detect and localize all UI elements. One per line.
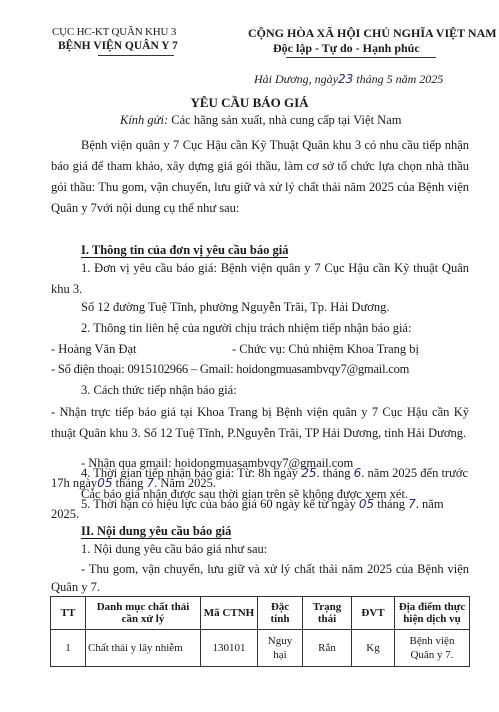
section-1-item-3: 3. Cách thức tiếp nhận báo giá: bbox=[81, 383, 237, 397]
salutation-label: Kính gửi: bbox=[120, 113, 169, 127]
col-waste-category: Danh mục chất thải cần xử lý bbox=[86, 597, 201, 630]
item4-text-c: năm 2025 đến trước bbox=[367, 466, 469, 480]
section-2-heading-text: II. Nội dung yêu cầu báo giá bbox=[81, 524, 232, 538]
org-underline bbox=[98, 55, 174, 56]
item5-year: 2025. bbox=[51, 507, 80, 521]
section-1-item-5: 5. Thời hạn có hiệu lực của báo giá 60 ngày kể từ ngày 05 tháng 7. năm bbox=[81, 497, 444, 511]
section-1-item-1: 1. Đơn vị yêu cầu báo giá: Bệnh viện quân y 7 Cục Hậu cần Kỹ thuật Quân khu 3. bbox=[51, 261, 469, 296]
contact-position: - Chức vụ: Chủ nhiệm Khoa Trang bị bbox=[232, 342, 419, 356]
intro-paragraph: Bệnh viện quân y 7 Cục Hậu cần Kỹ Thuật Quân khu 3 có nhu cầu tiếp nhận báo giá để tham khảo, xây dựng giá gói thầu, làm cơ sở tổ chức lựa chọn nhà thầu gói thầu: Thu gom, vận chuyển, lưu giữ và xử lý chất thải năm 2025 của Bệnh viện Quân y 7với nội dung cụ thể như sau: bbox=[51, 138, 469, 215]
document-title: YÊU CẦU BÁO GIÁ bbox=[190, 95, 309, 110]
org-name: BỆNH VIỆN QUÂN Y 7 bbox=[58, 40, 178, 52]
col-location: Địa điểm thực hiện dịch vụ bbox=[395, 597, 470, 630]
salutation bbox=[120, 113, 401, 128]
contact-phone-email: - Số điện thoại: 0915102966 – Gmail: hoidongmuasambvqy7@gmail.com bbox=[51, 362, 410, 376]
item5-text-b: tháng bbox=[377, 497, 406, 511]
year-label: năm 2025 bbox=[395, 72, 444, 86]
section-1-item-2: 2. Thông tin liên hệ của người chịu trách nhiệm tiếp nhận báo giá: bbox=[81, 321, 412, 335]
item4-text-d: 17h ngày bbox=[51, 476, 98, 490]
date-day: 23 bbox=[337, 72, 354, 86]
email-submission: - Nhận qua gmail: hoidongmuasambvqy7@gmail.com bbox=[81, 456, 354, 470]
item4-text-f: . Năm 2025. bbox=[154, 476, 216, 490]
org-parent: CỤC HC-KT QUÂN KHU 3 bbox=[52, 26, 177, 38]
place-date bbox=[254, 72, 443, 87]
section-2-heading bbox=[81, 524, 231, 539]
item4-text-a: 4. Thời gian tiếp nhận báo giá: Từ: 8h ngày bbox=[81, 466, 299, 480]
cell-property: Nguy hại bbox=[258, 630, 303, 667]
item5-day: 05 bbox=[358, 497, 375, 511]
motto: Độc lập - Tự do - Hạnh phúc bbox=[273, 41, 420, 55]
col-unit: ĐVT bbox=[352, 597, 395, 630]
late-note: Các báo giá nhận được sau thời gian trên sẽ không được xem xét. bbox=[81, 487, 409, 501]
col-tt: TT bbox=[51, 597, 86, 630]
month-label: tháng bbox=[356, 72, 384, 86]
direct-submission: - Nhận trực tiếp báo giá tại Khoa Trang bị Bệnh viện quân y 7 Cục Hậu cần Kỹ thuật Quân khu 3. Số 12 Tuệ Tĩnh, P.Nguyễn Trãi, TP Hải Dương, tỉnh Hải Dương. bbox=[51, 405, 469, 440]
cell-code: 130101 bbox=[201, 630, 258, 667]
item4-text-e: tháng bbox=[115, 476, 144, 490]
contact-name: - Hoàng Văn Đạt bbox=[51, 342, 137, 356]
cell-state: Rắn bbox=[303, 630, 352, 667]
item5-text-a: 5. Thời hạn có hiệu lực của báo giá 60 ngày kể từ ngày bbox=[81, 497, 356, 511]
item4-month2: 7 bbox=[146, 476, 155, 490]
col-state: Trạng thái bbox=[303, 597, 352, 630]
cell-unit: Kg bbox=[352, 630, 395, 667]
col-code: Mã CTNH bbox=[201, 597, 258, 630]
table-header-row bbox=[51, 597, 470, 630]
section-1-address: Số 12 đường Tuệ Tĩnh, phường Nguyễn Trãi, Tp. Hải Dương. bbox=[81, 300, 390, 314]
date-month: 5 bbox=[386, 72, 393, 86]
cell-waste-category: Chất thải y lây nhiễm bbox=[86, 630, 201, 667]
table-row bbox=[51, 630, 470, 667]
item5-month: 7 bbox=[408, 497, 416, 511]
salutation-recipient: Các hãng sản xuất, nhà cung cấp tại Việt Nam bbox=[171, 113, 402, 127]
section-2-scope: - Thu gom, vận chuyển, lưu giữ và xử lý chất thải năm 2025 của Bệnh viện Quân y 7. bbox=[51, 562, 469, 594]
quote-table bbox=[50, 596, 470, 667]
item4-month1: 6 bbox=[353, 466, 362, 480]
item5-text-c: năm bbox=[422, 497, 444, 511]
item4-day1: 25 bbox=[301, 466, 317, 480]
item4-day2: 05 bbox=[97, 476, 113, 490]
section-1-heading-text: I. Thông tin của đơn vị yêu cầu báo giá bbox=[81, 243, 289, 257]
section-2-item-1: 1. Nội dung yêu cầu báo giá như sau: bbox=[81, 542, 268, 556]
section-1-heading bbox=[81, 243, 288, 258]
col-property: Đặc tính bbox=[258, 597, 303, 630]
motto-underline bbox=[286, 57, 436, 58]
place-prefix: Hải Dương, ngày bbox=[254, 72, 338, 86]
section-1-item-4: 4. Thời gian tiếp nhận báo giá: Từ: 8h ngày 25. tháng 6. năm 2025 đến trước bbox=[81, 466, 469, 480]
cell-location: Bệnh viện Quân y 7. bbox=[395, 630, 470, 667]
nation-title: CỘNG HÒA XÃ HỘI CHỦ NGHĨA VIỆT NAM bbox=[248, 26, 497, 40]
item4-text-b: tháng bbox=[322, 466, 351, 480]
cell-tt: 1 bbox=[51, 630, 86, 667]
